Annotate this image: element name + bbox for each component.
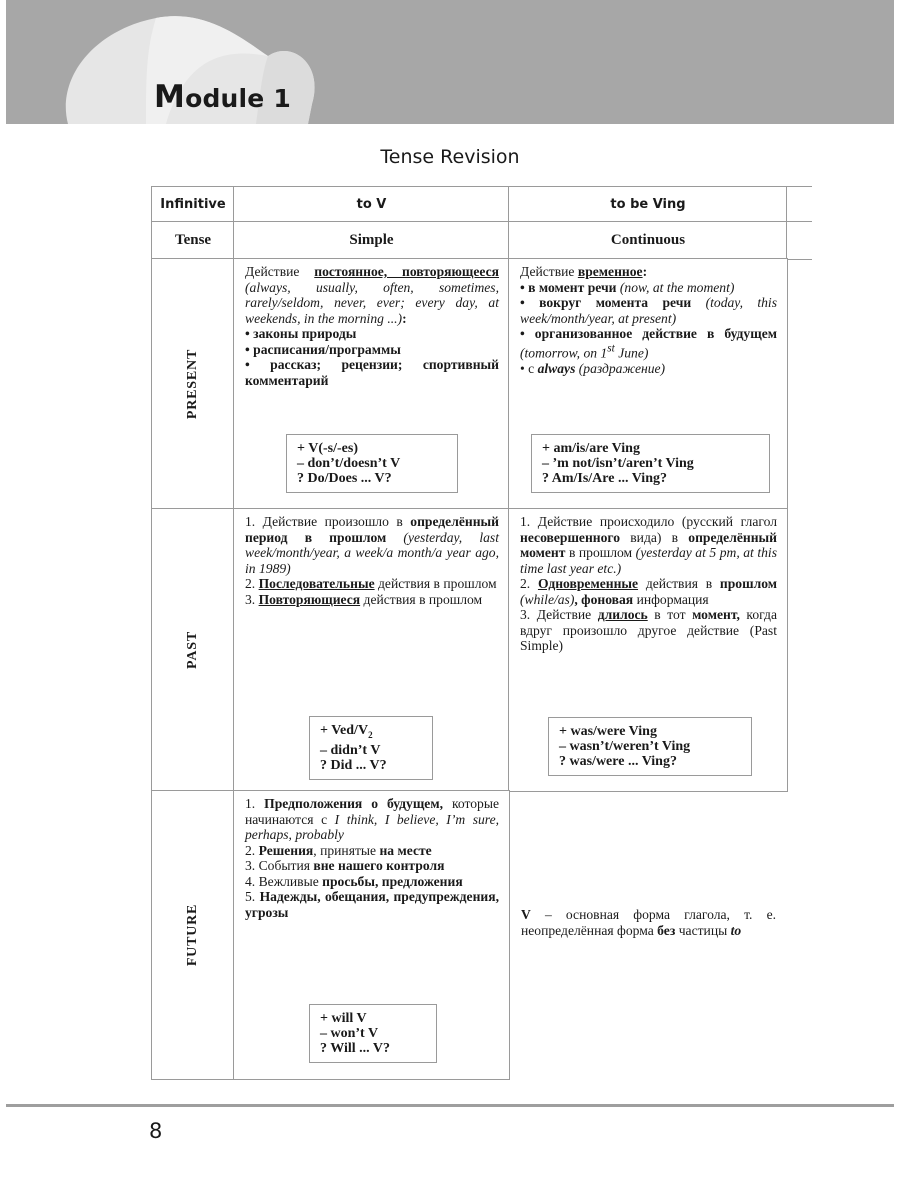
- text-key: фоновая: [581, 591, 634, 607]
- list-item-text: • законы природы: [245, 326, 357, 341]
- formula-line-affirmative: [320, 723, 422, 743]
- formula-line-affirmative: + V(-s/-es): [297, 441, 358, 456]
- text-key: • в момент речи: [520, 279, 617, 295]
- module-header-band: [6, 0, 894, 124]
- col2-infinitive-label: to be Ving: [610, 197, 686, 212]
- col3-tense-header-cut: [786, 221, 812, 260]
- col1-tense-label: Simple: [349, 232, 394, 248]
- future-simple-item-2: [245, 843, 499, 859]
- col2-infinitive-header: [508, 186, 788, 223]
- future-simple-item-4: [245, 874, 499, 890]
- module-title-initial: M: [154, 79, 186, 115]
- formula-line-question: ? Do/Does ... V?: [297, 471, 392, 486]
- tense-table: [151, 186, 810, 1080]
- text-key: определённый момент: [520, 529, 777, 560]
- text-examples: (yesterday, last week/month/year, a week/a month/a year ago, in 1989): [245, 529, 499, 576]
- text: информация: [633, 591, 709, 607]
- text: , принятые: [313, 842, 380, 858]
- row-label-present: [151, 258, 235, 510]
- tense-header: [151, 221, 235, 260]
- text: действия в прошлом: [374, 576, 497, 591]
- text-examples: (tomorrow, on 1: [520, 345, 608, 361]
- row-label-future-text: FUTURE: [184, 903, 200, 967]
- list-item: [520, 361, 777, 377]
- text: 3.: [245, 591, 259, 607]
- text-key: Последовательные: [258, 576, 375, 591]
- past-simple-item-1: [245, 514, 499, 576]
- text-key: to: [730, 922, 742, 938]
- present-continuous-usage: [520, 264, 777, 280]
- col1-infinitive-header: [233, 186, 510, 223]
- past-continuous-item-1: [520, 514, 777, 576]
- text: 3. Действие: [520, 607, 598, 622]
- list-item: [245, 342, 499, 358]
- text-examples: (now, at the moment): [616, 279, 735, 295]
- text-key: несовершенного: [520, 529, 621, 545]
- text: частицы: [675, 922, 731, 938]
- col1-tense-header: [233, 221, 510, 260]
- formula-line-affirmative: + was/were Ving: [559, 724, 657, 739]
- superscript: st: [607, 342, 615, 355]
- list-item: [245, 357, 499, 388]
- col2-tense-header: [508, 221, 788, 260]
- bottom-rule: [6, 1104, 894, 1107]
- row-label-present-text: PRESENT: [185, 348, 200, 420]
- page-number: 8: [149, 1119, 163, 1143]
- verb-form-note: [510, 902, 786, 938]
- list-item: [520, 280, 777, 296]
- text: 2.: [245, 576, 259, 591]
- past-simple-item-2: [245, 576, 499, 592]
- text: которые начинаются с: [245, 796, 500, 827]
- text: в тот: [647, 607, 693, 622]
- text-examples: (always, usually, often, sometimes, rarely/seldom, never, ever; every day, at weekends, in the morning ...): [245, 279, 499, 326]
- text: 1.: [245, 796, 265, 811]
- text: Действие: [245, 264, 315, 279]
- text: вида) в: [620, 529, 689, 545]
- formula-subscript: 2: [368, 729, 373, 740]
- row-label-future: [151, 790, 235, 1080]
- formula-line-question: ? Am/Is/Are ... Ving?: [542, 471, 667, 486]
- text-examples: (while/as): [520, 591, 575, 607]
- text-examples: June): [614, 345, 649, 361]
- past-simple-formula-box: [309, 716, 433, 780]
- text-key: вне нашего контроля: [313, 858, 445, 873]
- text-key: без: [657, 922, 676, 938]
- text-examples: (today, this week/month/year, at present): [520, 295, 777, 326]
- present-continuous-formula-box: [531, 434, 770, 493]
- formula-line-negative: – don’t/doesn’t V: [297, 456, 401, 471]
- text: действия в прошлом: [360, 591, 483, 607]
- text-key: • вокруг момента речи: [520, 295, 692, 310]
- infinitive-header: [151, 186, 235, 223]
- verb-form-note-text: [521, 907, 776, 938]
- tense-header-label: Tense: [174, 232, 212, 248]
- text-key: • организованное действие в будущем: [520, 326, 777, 341]
- text: действия в: [638, 576, 720, 591]
- text-key: прошлом: [719, 576, 777, 591]
- formula-line-negative: – won’t V: [320, 1026, 379, 1041]
- text-key: Предположения о будущем,: [264, 796, 444, 811]
- infinitive-header-label: Infinitive: [160, 197, 226, 212]
- formula-line-negative: – wasn’t/weren’t Ving: [559, 739, 691, 754]
- text-key: момент,: [692, 607, 740, 622]
- future-simple-item-1: [245, 796, 499, 843]
- formula-text: + Ved/V: [320, 723, 369, 738]
- past-continuous-item-3: [520, 607, 777, 654]
- present-simple-usage: [245, 264, 499, 326]
- future-simple-item-3: [245, 858, 499, 874]
- text: • с: [520, 360, 538, 376]
- text-key: Надежды, обещания, предупреждения, угрозы: [245, 889, 499, 920]
- formula-line-affirmative: + will V: [320, 1011, 367, 1026]
- text-key: на месте: [379, 842, 432, 858]
- text: в прошлом: [565, 545, 636, 560]
- text: 2.: [520, 576, 538, 591]
- future-simple-formula-box: [309, 1004, 437, 1063]
- page-title: Tense Revision: [380, 146, 520, 168]
- text: когда вдруг произошло другое действие (Past Simple): [520, 607, 777, 653]
- formula-line-negative: – didn’t V: [320, 742, 381, 758]
- text-key: длилось: [597, 607, 648, 622]
- text-key: временное: [577, 264, 643, 279]
- text-key: Повторяющиеся: [258, 591, 361, 607]
- present-simple-formula-box: [286, 434, 458, 493]
- text-key: просьбы, предложения: [322, 873, 463, 889]
- list-item: [520, 295, 777, 326]
- formula-line-question: ? was/were ... Ving?: [559, 754, 677, 769]
- text-key: Одновременные: [537, 576, 639, 591]
- list-item: [245, 326, 499, 342]
- text-key: определённый период в прошлом: [245, 514, 499, 545]
- past-simple-item-3: [245, 592, 499, 608]
- formula-line-negative: – ’m not/isn’t/aren’t Ving: [542, 456, 694, 471]
- text-key: Решения: [258, 842, 314, 858]
- text: 4. Вежливые: [245, 873, 323, 889]
- row-label-past-text: PAST: [184, 631, 200, 669]
- text: – основная форма глагола, т. е. неопределённая форма: [521, 907, 776, 938]
- future-simple-item-5: [245, 889, 499, 920]
- text-examples: I think, I believe, I’m sure, perhaps, probably: [245, 811, 499, 842]
- text-key: постоянное, повторяющееся: [314, 264, 499, 279]
- text: Действие: [520, 264, 578, 279]
- formula-line-affirmative: + am/is/are Ving: [542, 441, 640, 456]
- col1-infinitive-label: to V: [356, 197, 387, 212]
- past-continuous-item-2: [520, 576, 777, 607]
- text: 1. Действие произошло в: [245, 514, 411, 529]
- list-item: [520, 326, 777, 361]
- col3-infinitive-header-cut: [786, 186, 812, 223]
- text-examples: (yesterday at 5 pm, at this time last year etc.): [520, 545, 777, 576]
- text: 3. События: [245, 858, 314, 873]
- text-comma: ,: [574, 591, 582, 607]
- text-examples: (раздражение): [575, 360, 666, 376]
- formula-line-question: ? Will ... V?: [320, 1041, 391, 1056]
- list-item-text: • рассказ; рецензии; спортивный комментарий: [245, 357, 499, 388]
- text-colon: :: [402, 310, 407, 326]
- text-key: always: [537, 360, 576, 376]
- module-title: [154, 79, 291, 115]
- formula-line-question: ? Did ... V?: [320, 757, 387, 773]
- col2-tense-label: Continuous: [610, 232, 686, 248]
- text: 5.: [245, 889, 260, 904]
- past-continuous-formula-box: [548, 717, 752, 776]
- module-title-rest: odule 1: [185, 84, 291, 113]
- text: 1. Действие происходило (русский глагол: [520, 514, 777, 529]
- row-label-past: [151, 508, 235, 792]
- text-colon: :: [642, 264, 648, 279]
- text-key: V: [521, 907, 531, 922]
- list-item-text: • расписания/программы: [245, 341, 401, 357]
- text: 2.: [245, 842, 259, 858]
